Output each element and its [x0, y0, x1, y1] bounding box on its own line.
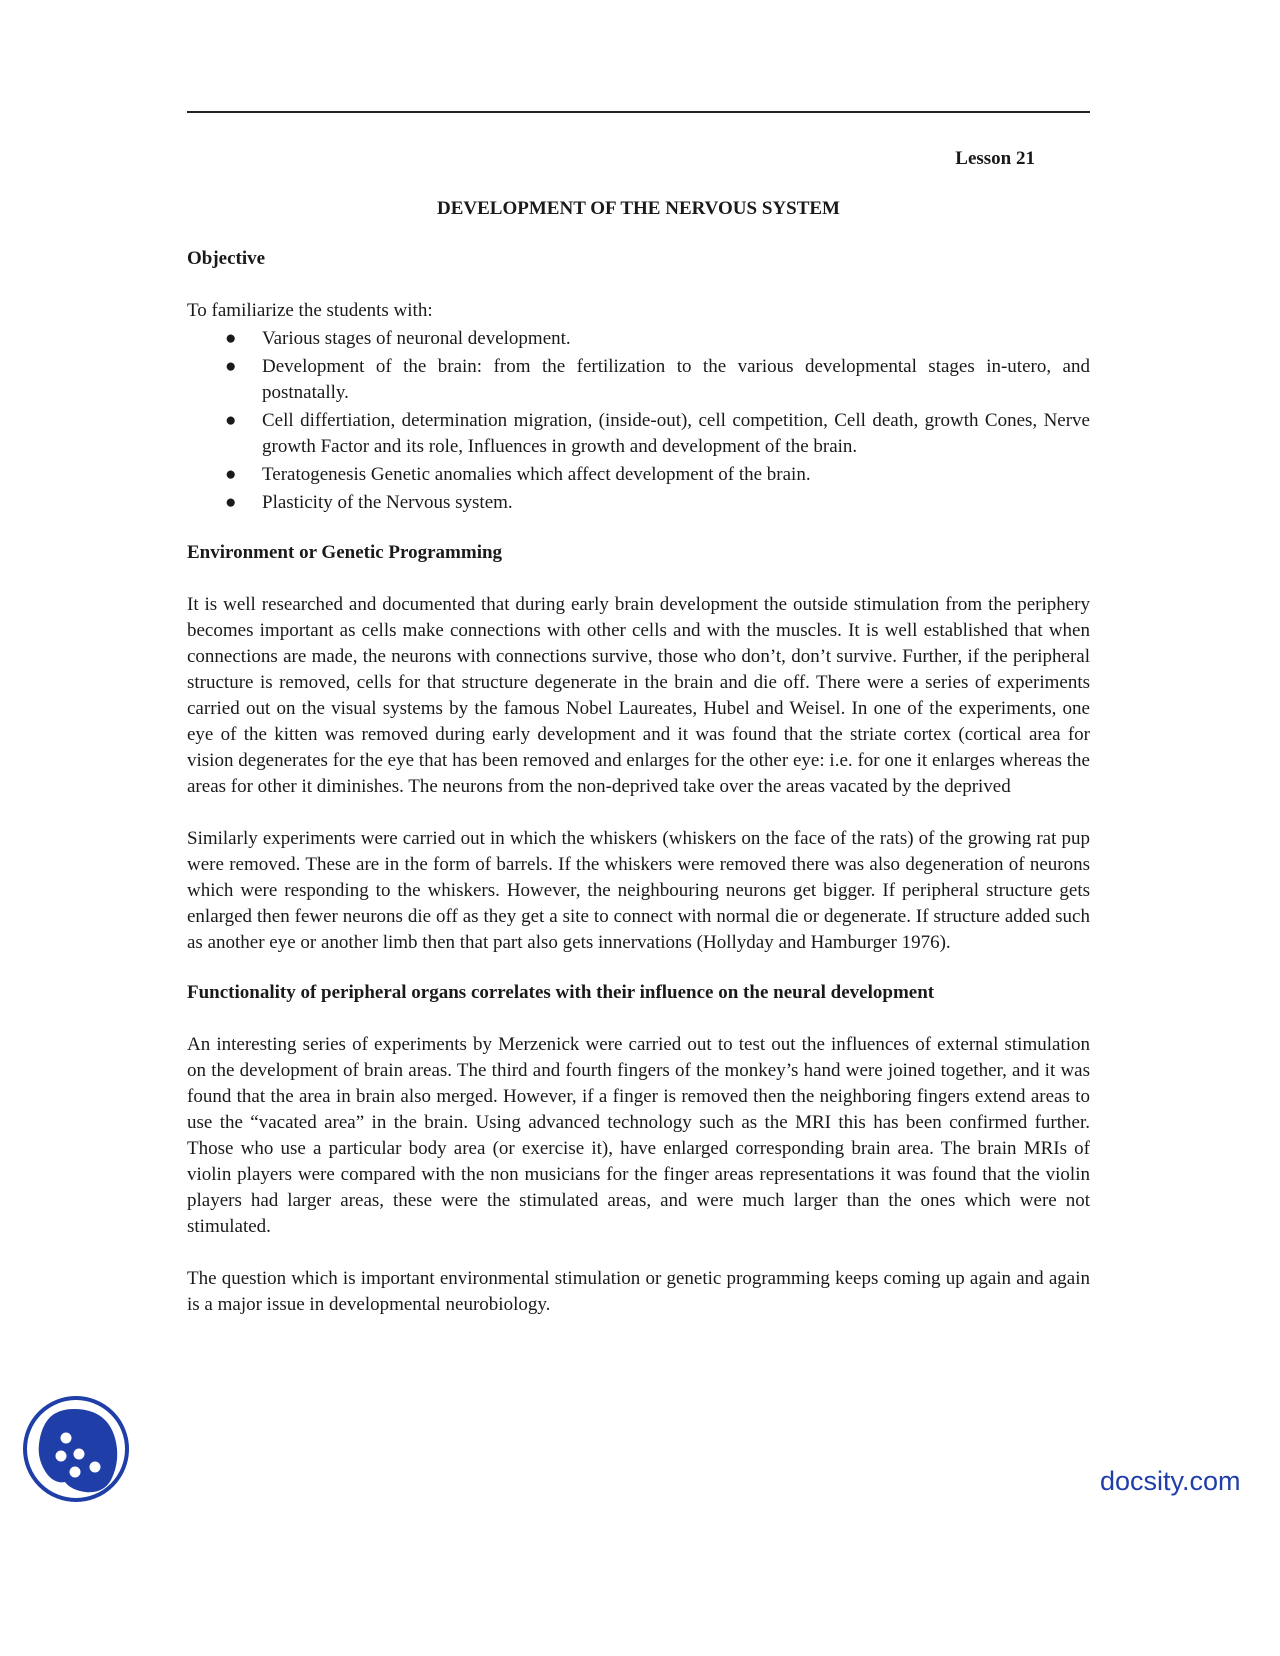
docsity-logo-icon[interactable]: [21, 1394, 131, 1504]
paragraph: It is well researched and documented that during early brain development the outside stimulation from the periphery becomes important as cells make connections with other cells and with the muscles. It is well established that when connections are made, the neurons with connections survive, those who don’t, don’t survive. Further, if the peripheral structure is removed, cells for that structure degenerate in the brain and die off. There were a series of experiments carried out on the visual systems by the famous Nobel Laureates, Hubel and Weisel. In one of the experiments, one eye of the kitten was removed during early development and it was found that the striate cortex (cortical area for vision degenerates for the eye that has been removed and enlarges for the other eye: i.e. for one it enlarges whereas the areas for other it diminishes. The neurons from the non-deprived take over the areas vacated by the deprived: [187, 594, 1090, 797]
document-title: DEVELOPMENT OF THE NERVOUS SYSTEM: [437, 198, 840, 219]
paragraph: An interesting series of experiments by Merzenick were carried out to test out the influences of external stimulation on the development of brain areas. The third and fourth fingers of the monkey’s hand were joined together, and it was found that the area in brain also merged. However, if a finger is removed then the neighboring fingers extend areas to use the “vacated area” in the brain. Using advanced technology such as the MRI this has been confirmed further. Those who use a particular body area (or exercise it), have enlarged corresponding brain area. The brain MRIs of violin players were compared with the non musicians for the finger areas representations it was found that the violin players had larger areas, these were the stimulated areas, and were much larger than the ones which were not stimulated.: [187, 1034, 1090, 1237]
bullet-icon: ●: [225, 410, 237, 431]
objective-intro: To familiarize the students with:: [187, 300, 433, 321]
paragraph: Similarly experiments were carried out in which the whiskers (whiskers on the face of the rats) of the growing rat pup were removed. These are in the form of barrels. If the whiskers were removed there was also degeneration of neurons which were responding to the whiskers. However, the neighbouring neurons get bigger. If peripheral structure gets enlarged then fewer neurons die off as they get a site to connect with normal die or degenerate. If structure added such as another eye or another limb then that part also gets innervations (Hollyday and Hamburger 1976).: [187, 828, 1090, 953]
lesson-number: Lesson 21: [955, 148, 1035, 169]
paragraph: The question which is important environmental stimulation or genetic programming keeps coming up again and again is a major issue in developmental neurobiology.: [187, 1268, 1090, 1315]
objective-list: [187, 326, 1090, 516]
list-item: ● Development of the brain: from the fertilization to the various developmental stages in-utero, and postnatally.: [225, 356, 1090, 403]
bullet-icon: ●: [225, 328, 237, 349]
section-heading-functionality: Functionality of peripheral organs correlates with their influence on the neural development: [187, 982, 935, 1003]
section-heading-environment: Environment or Genetic Programming: [187, 542, 503, 563]
list-item: ● Various stages of neuronal development.: [187, 326, 1090, 352]
header-rule: [187, 111, 1090, 113]
list-item: ● Plasticity of the Nervous system.: [187, 490, 1090, 516]
docsity-brand-link[interactable]: docsity.com: [1100, 1466, 1241, 1496]
objective-heading: Objective: [187, 248, 266, 269]
list-item: ● Cell differtiation, determination migration, (inside-out), cell competition, Cell death, growth Cones, Nerve growth Factor and its role, Influences in growth and development of the brain.: [225, 410, 1090, 457]
list-item: ● Teratogenesis Genetic anomalies which affect development of the brain.: [187, 462, 1090, 488]
bullet-icon: ●: [225, 464, 237, 485]
document-content: [187, 146, 1090, 1318]
bullet-icon: ●: [225, 356, 237, 377]
bullet-icon: ●: [225, 492, 237, 513]
